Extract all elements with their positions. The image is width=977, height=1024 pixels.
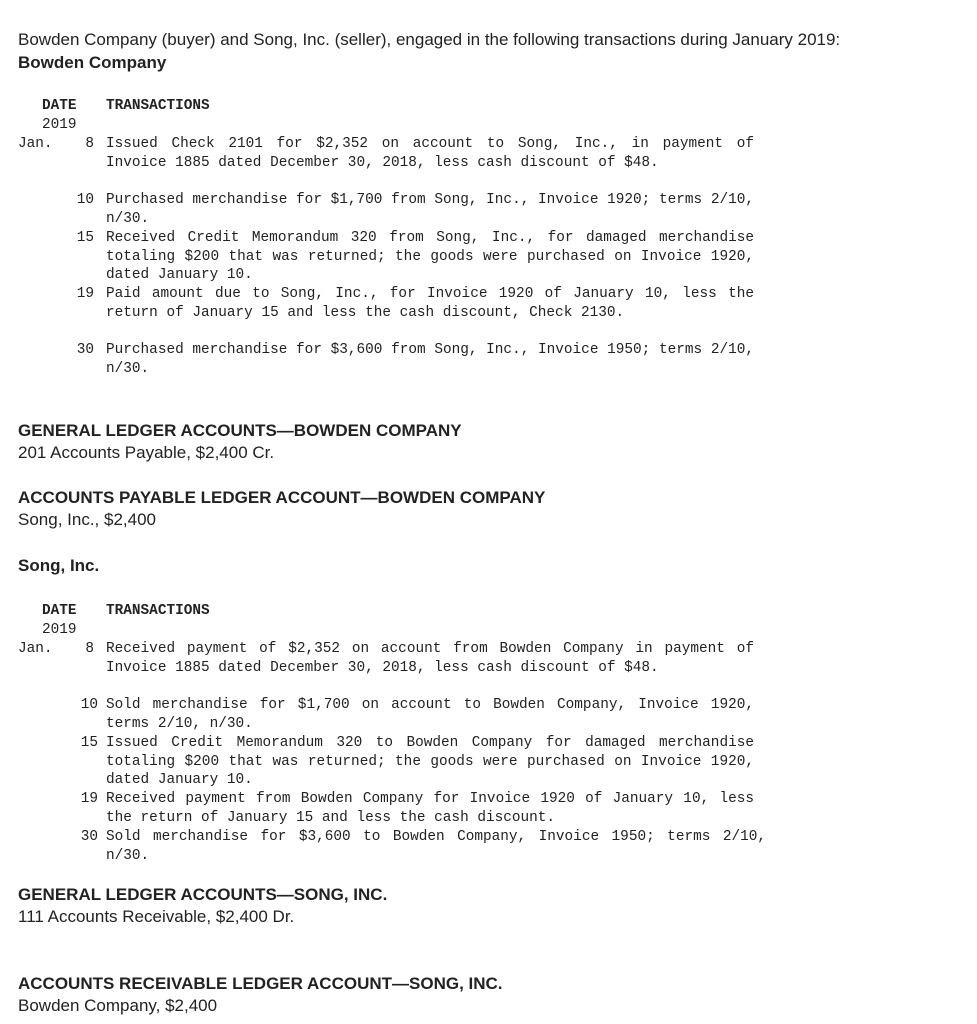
entry-day: 19 xyxy=(76,286,94,302)
entry-text: Purchased merchandise for $1,700 from Song, Inc., Invoice 1920; terms 2/10, n/30. xyxy=(106,192,754,227)
entry-text: Sold merchandise for $1,700 on account to Bowden Company, Invoice 1920, terms 2/10, n/30. xyxy=(106,697,754,732)
date-header: DATE xyxy=(42,98,77,114)
gl-bowden-line: 201 Accounts Payable, $2,400 Cr. xyxy=(18,443,275,462)
entry-day: 30 xyxy=(80,829,98,845)
entry-day: 10 xyxy=(80,697,98,713)
gl-song-title: GENERAL LEDGER ACCOUNTS—SONG, INC. xyxy=(18,885,388,904)
entry-text: Paid amount due to Song, Inc., for Invoice 1920 of January 10, less the return of January 15 and less the cash discount, Check 2130. xyxy=(106,286,754,321)
transactions-header: TRANSACTIONS xyxy=(106,98,210,114)
entry-day: 15 xyxy=(80,735,98,751)
bowden-heading: Bowden Company xyxy=(18,53,167,72)
ar-song-title: ACCOUNTS RECEIVABLE LEDGER ACCOUNT—SONG, INC. xyxy=(18,974,503,993)
month: Jan. xyxy=(18,641,53,657)
year: 2019 xyxy=(42,117,77,133)
gl-song-line: 111 Accounts Receivable, $2,400 Dr. xyxy=(18,907,295,926)
entry-text: Issued Check 2101 for $2,352 on account to Song, Inc., in payment of Invoice 1885 dated December 30, 2018, less cash discount of $48. xyxy=(106,136,754,171)
date-header: DATE xyxy=(42,603,77,619)
song-heading: Song, Inc. xyxy=(18,556,100,575)
entry-day: 19 xyxy=(80,791,98,807)
intro-text: Bowden Company (buyer) and Song, Inc. (seller), engaged in the following transactions during January 2019: xyxy=(18,30,841,49)
ar-song-line: Bowden Company, $2,400 xyxy=(18,996,218,1015)
month: Jan. xyxy=(18,136,53,152)
entry-day: 30 xyxy=(76,342,94,358)
entry-text: Received payment of $2,352 on account from Bowden Company in payment of Invoice 1885 dated December 30, 2018, less cash discount of $48. xyxy=(106,641,754,676)
ap-bowden-title: ACCOUNTS PAYABLE LEDGER ACCOUNT—BOWDEN COMPANY xyxy=(18,488,546,507)
year: 2019 xyxy=(42,622,77,638)
entry-text: Purchased merchandise for $3,600 from Song, Inc., Invoice 1950; terms 2/10, n/30. xyxy=(106,342,754,377)
transactions-header: TRANSACTIONS xyxy=(106,603,210,619)
entry-text: Sold merchandise for $3,600 to Bowden Company, Invoice 1950; terms 2/10, n/30. xyxy=(106,829,766,864)
gl-bowden-title: GENERAL LEDGER ACCOUNTS—BOWDEN COMPANY xyxy=(18,421,462,440)
ap-bowden-line: Song, Inc., $2,400 xyxy=(18,510,156,529)
entry-text: Issued Credit Memorandum 320 to Bowden Company for damaged merchandise totaling $200 that was returned; the goods were purchased on Invoice 1920, dated January 10. xyxy=(106,735,754,789)
intro xyxy=(18,28,840,74)
entry-day: 8 xyxy=(85,641,94,657)
entry-day: 10 xyxy=(76,192,94,208)
entry-text: Received payment from Bowden Company for Invoice 1920 of January 10, less the return of January 15 and less the cash discount. xyxy=(106,791,754,826)
entry-day: 8 xyxy=(85,136,94,152)
entry-text: Received Credit Memorandum 320 from Song, Inc., for damaged merchandise totaling $200 that was returned; the goods were purchased on Invoice 1920, dated January 10. xyxy=(106,230,754,284)
entry-day: 15 xyxy=(76,230,94,246)
